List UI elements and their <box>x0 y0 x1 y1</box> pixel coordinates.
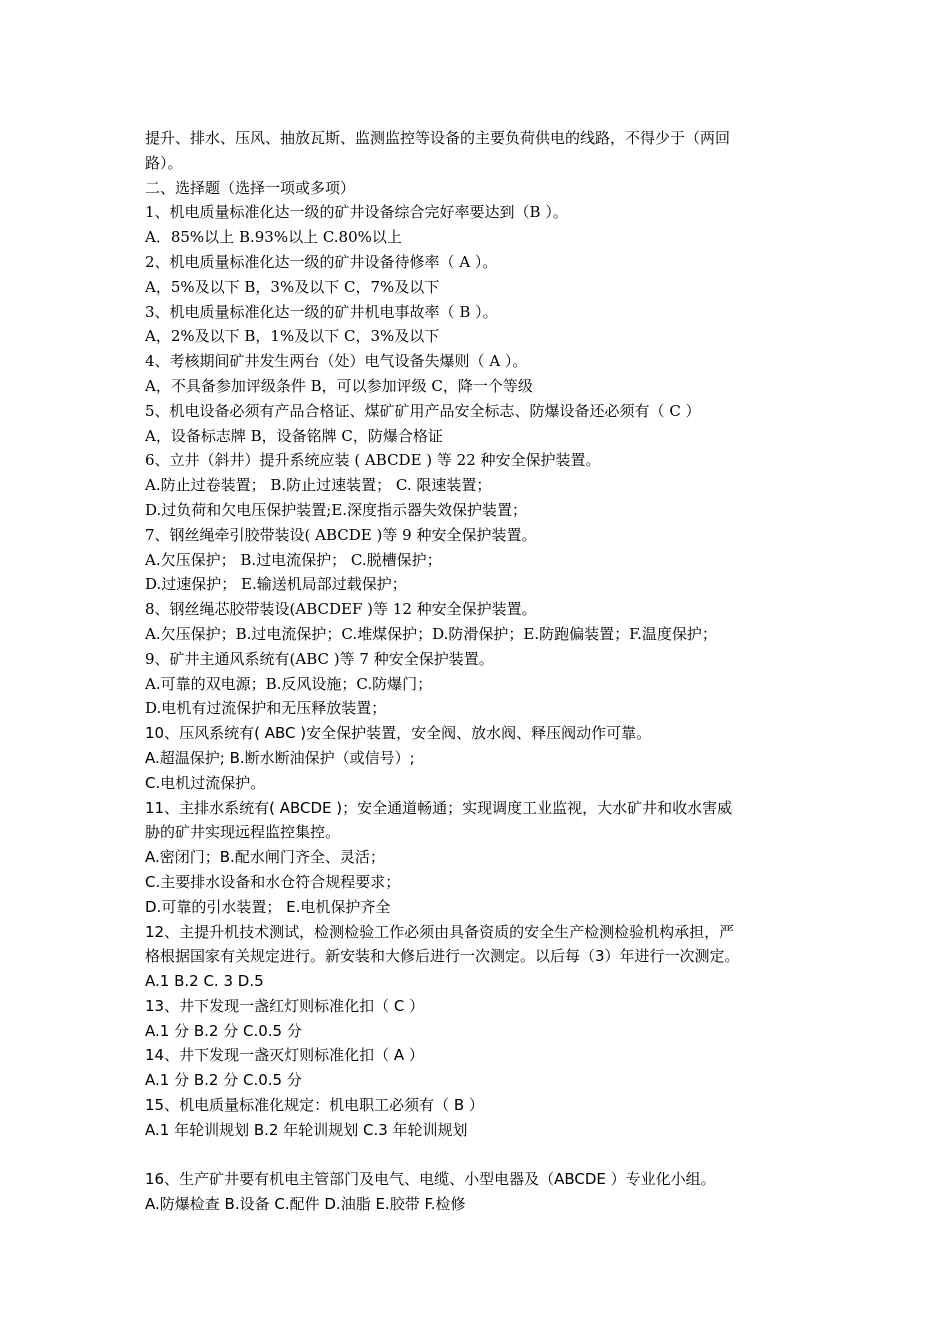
question-13: 13、井下发现一盏红灯则标准化扣（ C ） <box>145 996 425 1015</box>
question-10: 10、压风系统有( ABC )安全保护装置，安全阀、放水阀、释压阀动作可靠。 <box>145 724 652 743</box>
options-13: A.1 分 B.2 分 C.0.5 分 <box>145 1021 302 1040</box>
question-5: 5、机电设备必须有产品合格证、煤矿矿用产品安全标志、防爆设备还必须有（ C ） <box>145 401 701 420</box>
options-12: A.1 B.2 C. 3 D.5 <box>145 972 264 991</box>
question-16: 16、生产矿井要有机电主管部门及电气、电缆、小型电器及（ABCDE ）专业化小组。 <box>145 1170 716 1189</box>
options-14: A.1 分 B.2 分 C.0.5 分 <box>145 1071 302 1090</box>
question-9: 9、矿井主通风系统有(ABC )等 7 种安全保护装置。 <box>145 649 494 668</box>
options-1: A．85%以上 B.93%以上 C.80%以上 <box>145 228 402 247</box>
options-8: A.欠压保护；B.过电流保护；C.堆煤保护；D.防滑保护；E.防跑偏装置；F.温度保护； <box>145 624 717 643</box>
options-4: A，不具备参加评级条件 B，可以参加评级 C，降一个等级 <box>145 376 533 395</box>
text-line: 提升、排水、压风、抽放瓦斯、监测监控等设备的主要负荷供电的线路，不得少于（两回 <box>145 129 731 147</box>
options-2: A，5%及以下 B，3%及以下 C，7%及以下 <box>145 277 440 296</box>
question-4: 4、考核期间矿井发生两台（处）电气设备失爆则（ A ）。 <box>145 352 528 371</box>
options-11c: D.可靠的引水装置； E.电机保护齐全 <box>145 897 391 916</box>
options-10a: A.超温保护; B.断水断油保护（或信号）; <box>145 748 415 767</box>
question-6: 6、立井（斜井）提升系统应装 ( ABCDE ) 等 22 种安全保护装置。 <box>145 451 601 470</box>
question-8: 8、钢丝绳芯胶带装设(ABCDEF )等 12 种安全保护装置。 <box>145 600 537 619</box>
question-11a: 11、主排水系统有( ABCDE )；安全通道畅通；实现调度工业监视，大水矿井和收水害威 <box>145 798 733 817</box>
options-16: A.防爆检查 B.设备 C.配件 D.油脂 E.胶带 F.检修 <box>145 1195 466 1214</box>
document-body <box>145 126 810 1217</box>
options-7b: D.过速保护； E.输送机局部过载保护； <box>145 575 407 594</box>
options-3: A，2%及以下 B，1%及以下 C，3%及以下 <box>145 327 440 346</box>
text-line: 路）。 <box>145 153 183 172</box>
question-3: 3、机电质量标准化达一级的矿井机电事故率（ B ）。 <box>145 302 498 321</box>
options-9b: D.电机有过流保护和无压释放装置； <box>145 699 387 718</box>
question-14: 14、井下发现一盏灭灯则标准化扣（ A ） <box>145 1046 424 1065</box>
question-2: 2、机电质量标准化达一级的矿井设备待修率（ A ）。 <box>145 252 498 271</box>
options-9a: A.可靠的双电源；B.反风设施；C.防爆门； <box>145 674 433 693</box>
section-heading: 二、选择题（选择一项或多项） <box>145 178 356 197</box>
question-12a: 12、主提升机技术测试，检测检验工作必须由具备资质的安全生产检测检验机构承担，严 <box>145 922 735 941</box>
options-11a: A.密闭门；B.配水闸门齐全、灵活； <box>145 848 385 867</box>
options-7a: A.欠压保护； B.过电流保护； C.脱槽保护； <box>145 550 442 569</box>
options-6b: D.过负荷和欠电压保护装置;E.深度指示器失效保护装置； <box>145 500 528 519</box>
question-7: 7、钢丝绳牵引胶带装设( ABCDE )等 9 种安全保护装置。 <box>145 525 537 544</box>
question-1: 1、机电质量标准化达一级的矿井设备综合完好率要达到（B ）。 <box>145 203 568 222</box>
options-5: A，设备标志牌 B，设备铭牌 C，防爆合格证 <box>145 426 443 445</box>
question-12b: 格根据国家有关规定进行。新安装和大修后进行一次测定。以后每（3）年进行一次测定。 <box>145 947 740 966</box>
options-15: A.1 年轮训规划 B.2 年轮训规划 C.3 年轮训规划 <box>145 1120 468 1139</box>
question-11b: 胁的矿井实现远程监控集控。 <box>145 823 341 842</box>
options-11b: C.主要排水设备和水仓符合规程要求； <box>145 872 401 891</box>
options-6a: A.防止过卷装置； B.防止过速装置； C. 限速装置； <box>145 476 492 495</box>
options-10b: C.电机过流保护。 <box>145 773 266 792</box>
blank-line <box>145 1143 810 1168</box>
question-15: 15、机电质量标准化规定：机电职工必须有（ B ） <box>145 1096 484 1115</box>
